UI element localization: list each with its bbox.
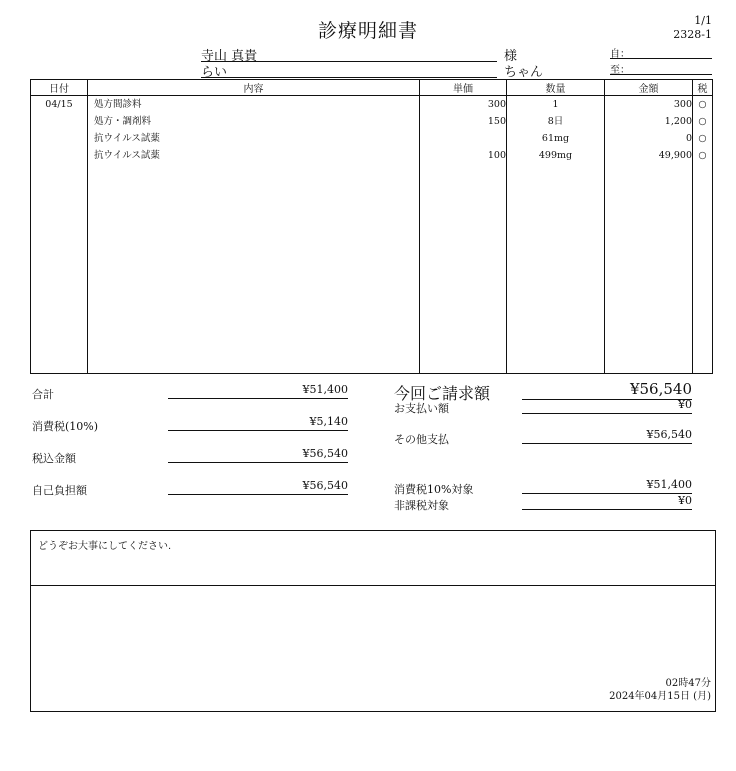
bill-label: 今回ご請求額	[394, 384, 491, 403]
total-label: 合計	[32, 388, 54, 401]
pet-suffix: ちゃん	[504, 65, 544, 80]
timestamp	[609, 677, 711, 703]
message-box	[30, 530, 716, 712]
owner-name-text: 寺山 真貴	[201, 49, 258, 64]
col-header-tax: 税	[693, 80, 713, 96]
pet-name	[201, 61, 497, 78]
col-header-amount: 金額	[605, 80, 693, 96]
timestamp-time: 02時47分	[665, 678, 711, 689]
cell-unit-price: 150	[487, 116, 506, 127]
nontax-value: ¥0	[522, 494, 692, 510]
owner-suffix: 様	[504, 49, 518, 64]
total-value: ¥51,400	[168, 383, 348, 399]
col-header-content: 内容	[88, 80, 420, 96]
message-text: どうぞお大事にしてください.	[31, 531, 715, 586]
cell-amount: 300	[673, 99, 692, 110]
cell-date: 04/15	[45, 99, 73, 110]
cell-amount: 1,200	[664, 116, 692, 127]
tax-value: ¥5,140	[168, 415, 348, 431]
page-number: 1/1	[694, 14, 712, 27]
col-date	[31, 96, 88, 374]
col-header-unit-price: 単価	[420, 80, 507, 96]
cell-date	[31, 147, 87, 164]
page-info	[673, 14, 712, 42]
taxable-label: 消費税10%対象	[394, 483, 474, 496]
cell-content: 処方間診料	[94, 99, 142, 110]
cell-qty: 8日	[547, 116, 564, 127]
col-tax	[693, 96, 713, 374]
period-to-label: 至：	[610, 65, 630, 76]
document-number: 2328-1	[673, 28, 712, 41]
cell-unit-price: 300	[487, 99, 506, 110]
self-pay-label: 自己負担額	[32, 484, 87, 497]
document-title: 診療明細書	[317, 20, 418, 42]
bill-value: ¥56,540	[522, 380, 692, 400]
cell-content: 抗ウイルス試薬	[94, 133, 160, 144]
cell-tax: ○	[698, 116, 707, 127]
pet-name-text: らい	[201, 65, 228, 80]
table-body	[31, 96, 713, 374]
paid-value: ¥0	[522, 398, 692, 414]
cell-date	[31, 113, 87, 130]
col-amount	[605, 96, 693, 374]
period-from-line	[610, 58, 712, 59]
cell-qty: 1	[552, 99, 559, 110]
cell-content: 抗ウイルス試薬	[94, 150, 160, 161]
cell-unit-price: 100	[487, 150, 506, 161]
taxable-value: ¥51,400	[522, 478, 692, 494]
cell-qty: 61mg	[541, 133, 570, 144]
timestamp-date: 2024年04月15日 (月)	[609, 691, 711, 702]
period-to-line	[610, 74, 712, 75]
cell-amount: 0	[685, 133, 692, 144]
period-from-label: 自：	[610, 49, 630, 60]
paid-label: お支払い額	[394, 402, 449, 415]
other-pay-label: その他支払	[394, 433, 449, 446]
cell-unit-price	[420, 130, 506, 147]
items-table	[30, 79, 713, 374]
other-pay-value: ¥56,540	[522, 428, 692, 444]
cell-date	[31, 130, 87, 147]
cell-qty: 499mg	[538, 150, 573, 161]
col-qty	[507, 96, 605, 374]
col-unit-price	[420, 96, 507, 374]
tax-label: 消費税(10%)	[32, 420, 99, 433]
cell-tax: ○	[698, 133, 707, 144]
cell-tax: ○	[698, 99, 707, 110]
col-header-date: 日付	[31, 80, 88, 96]
cell-tax: ○	[698, 150, 707, 161]
cell-amount: 49,900	[658, 150, 692, 161]
owner-name	[201, 45, 497, 62]
incl-label: 税込金額	[32, 452, 76, 465]
incl-value: ¥56,540	[168, 447, 348, 463]
cell-content: 処方・調剤料	[94, 116, 152, 127]
self-pay-value: ¥56,540	[168, 479, 348, 495]
table-header-row	[31, 80, 713, 96]
col-header-qty: 数量	[507, 80, 605, 96]
col-content	[88, 96, 420, 374]
nontax-label: 非課税対象	[394, 499, 449, 512]
